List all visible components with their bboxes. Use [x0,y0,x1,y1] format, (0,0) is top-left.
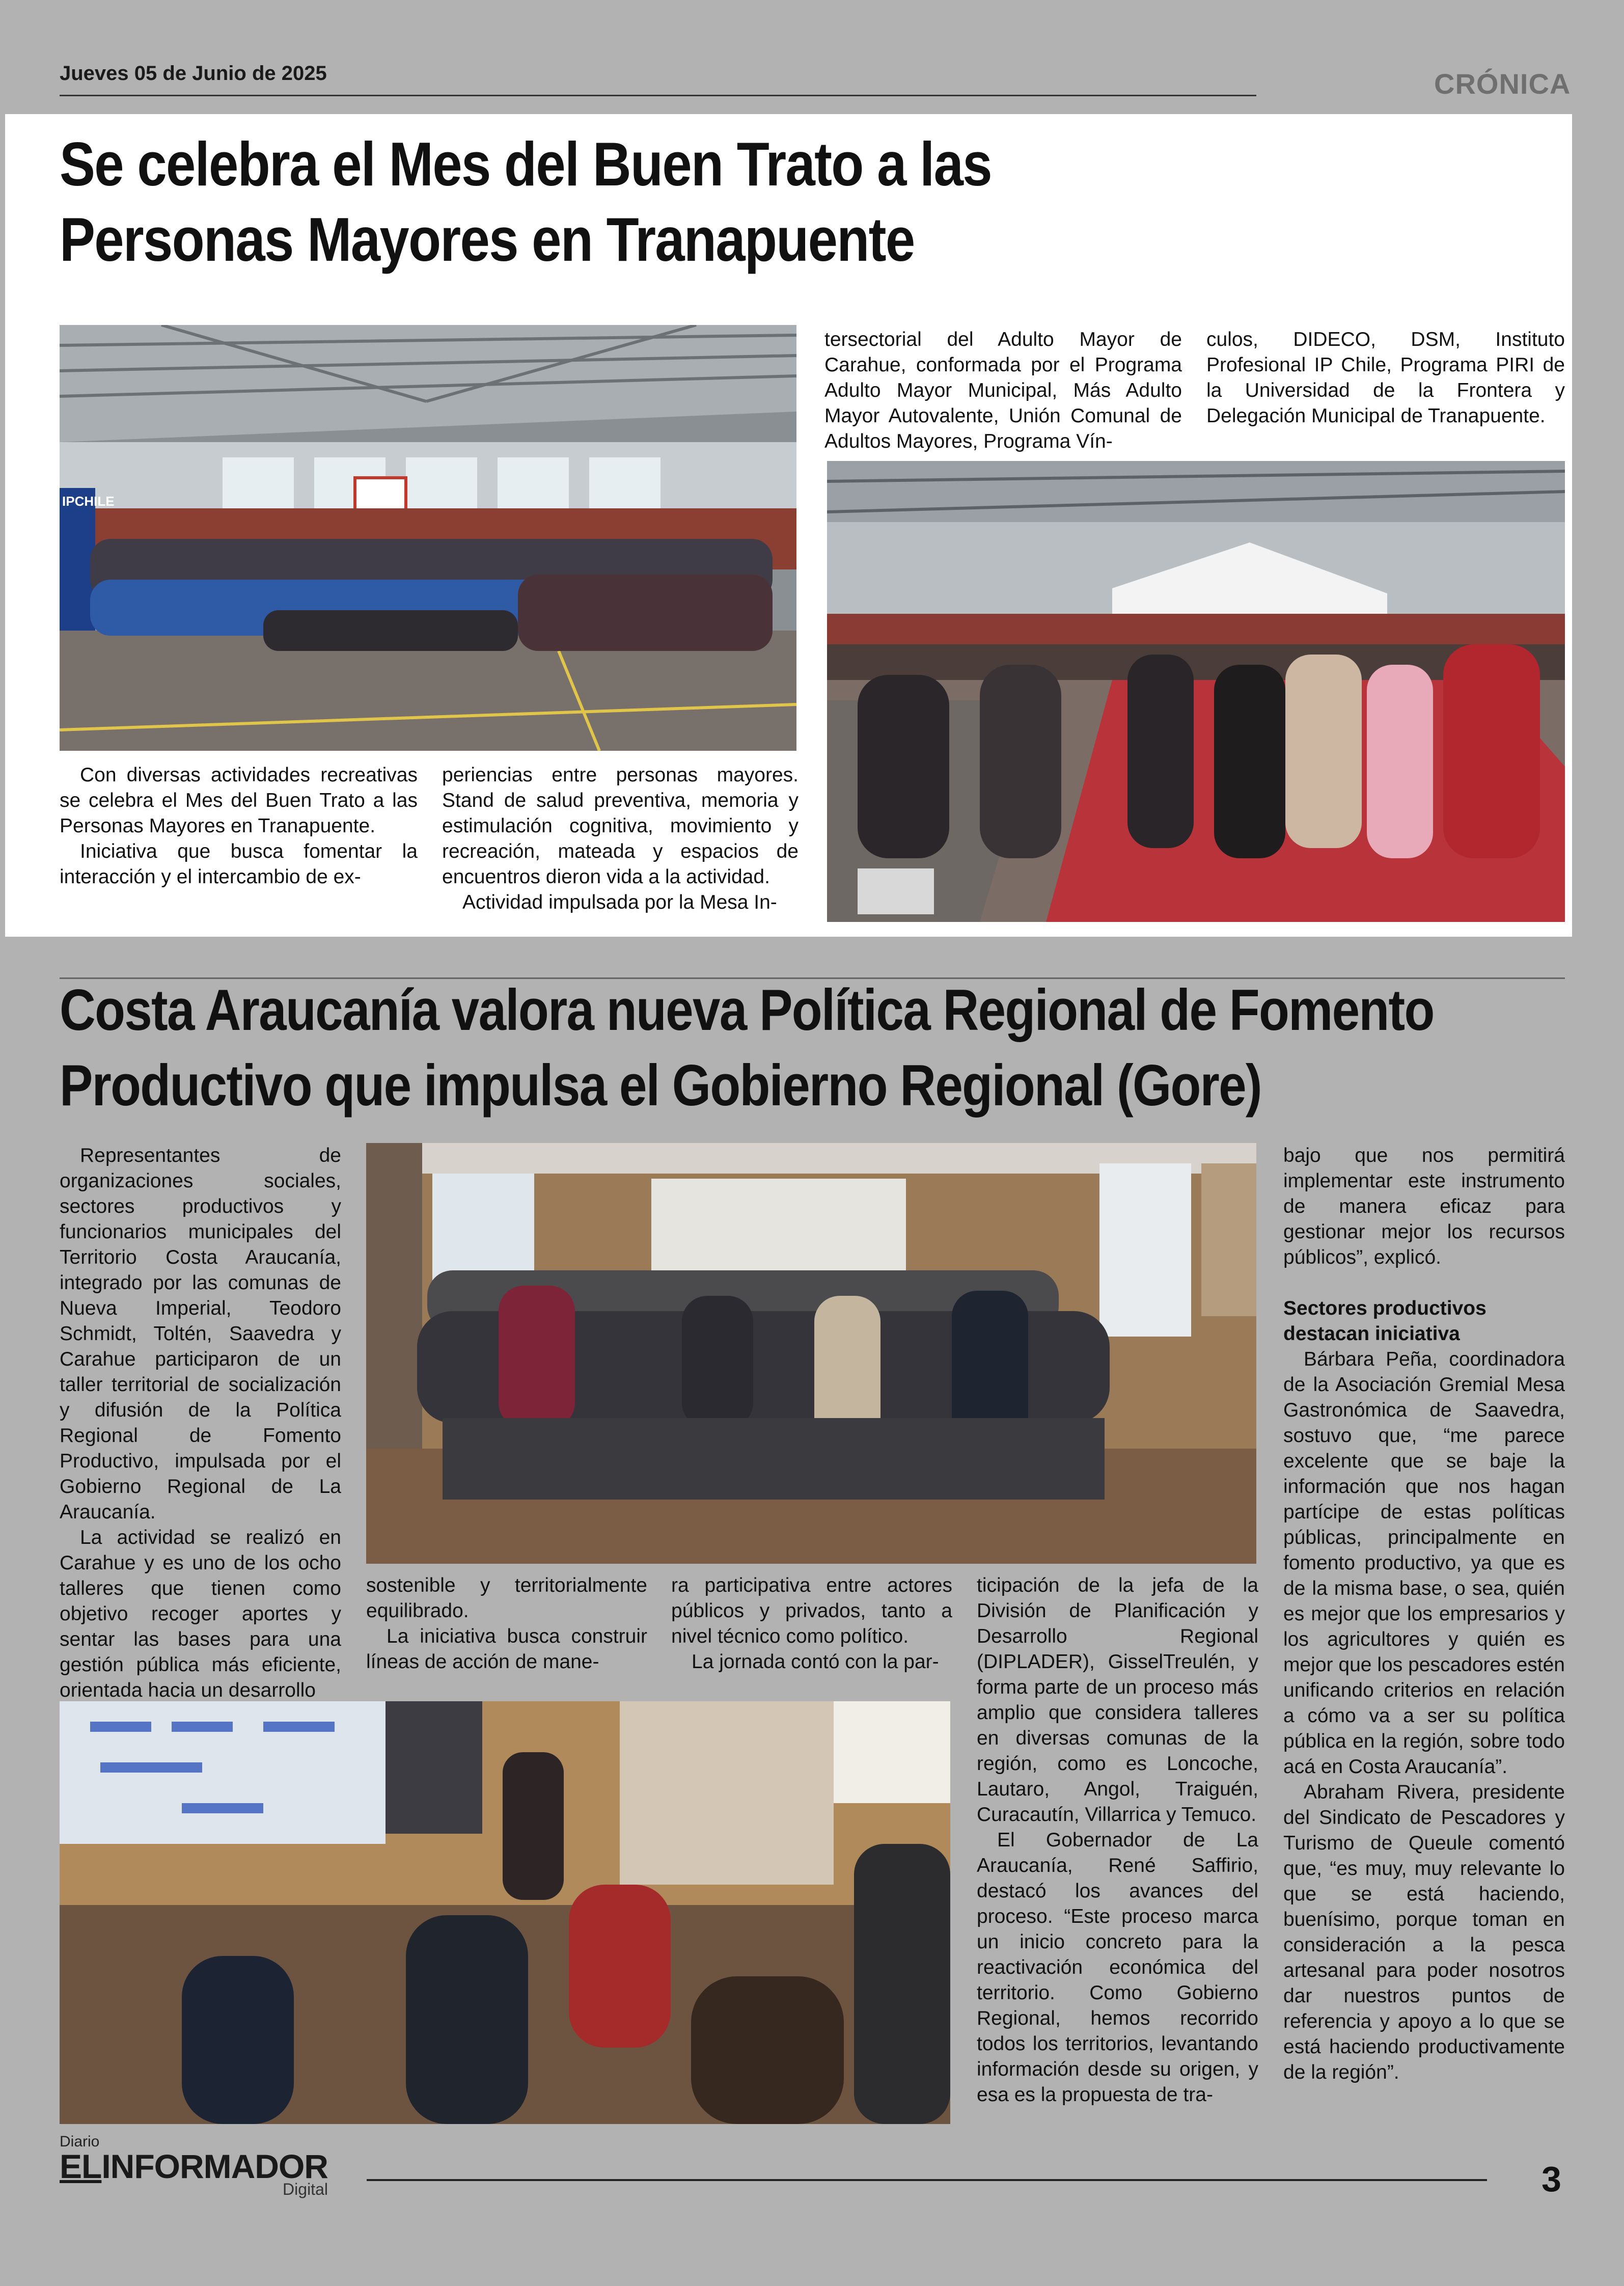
ipchile-banner: IPCHILE [62,494,115,509]
article2-photo-presentation [60,1701,950,2124]
article2-column-3: ra participativa entre actores públicos y privados, tanto a nivel técnico como político. La jornada contó con la par- [671,1574,952,1673]
article1-headline: Se celebra el Mes del Buen Trato a las Personas Mayores en Tranapuente [60,129,992,274]
header-rule [60,95,1256,96]
article2-column-4: ticipación de la jefa de la División de Planificación y Desarrollo Regional (DIPLADER), GisselTreulén, y forma parte de un proceso más amplio que considera talleres en diversas comunas de la región, como es Loncoche, Lautaro, Angol, Traiguén, Curacautín, Villarrica y Temuco. El Gobernador de La Araucanía, René Saffirio, destacó los avances del proceso. “Este proceso marca un inicio concreto para la reactivación económica del territorio. Como Gobierno Regional, hemos recorrido todos los territorios, levantando información desde su origen, y esa es la propuesta de tra- [977,1574,1258,2106]
article1-column-3: tersectorial del Adulto Mayor de Carahue, conformada por el Programa Adulto Mayor Municipal, Más Adulto Mayor Autovalente, Unión Comunal de Adultos Mayores, Programa Vín- [824,329,1182,452]
article2-photo-group [366,1143,1256,1564]
newspaper-logo: Diario ELINFORMADOR Digital [60,2133,328,2198]
page-number: 3 [1542,2159,1561,2199]
article2-column-5: bajo que nos permitirá implementar este instrumento de manera eficaz para gestionar mejor los recursos públicos”, explicó. Sectores productivos destacan iniciativa Bárbara Peña, coordinadora de la Asociación Gremial Mesa Gastronómica de Saavedra, sostuvo que, “me parece excelente que se baje la información que nos hagan partícipe de estas políticas públicas, principalmente en fomento productivo, ya que es de la misma base, o sea, quién es mejor que los empresarios y los agricultores y quién es mejor que los pescadores estén unificando criterios en relación a cómo va a ser su política pública en la región, sobre todo acá en Costa Araucanía”. Abraham Rivera, presidente del Sindicato de Pescadores y Turismo de Queule comentó que, “es muy, muy relevante lo que se está haciendo, buenísimo, porque toman en consideración a la pesca artesanal para poder nosotros dar nuestros puntos de referencia y apoyo a lo que se está haciendo productivamente de la región”. [1283,1145,1565,2083]
article1-column-1: Con diversas actividades recreativas se celebra el Mes del Buen Trato a las Personas Mayores en Tranapuente. Iniciativa que busca fomentar la interacción y el intercambio de ex- [60,764,418,888]
article2-column-1: Representantes de organizaciones sociales, sectores productivos y funcionarios municipales del Territorio Costa Araucanía, integrado por las comunas de Nueva Imperial, Teodoro Schmidt, Toltén, Saavedra y Carahue participaron de un taller territorial de socialización y difusión de la Política Regional de Fomento Productivo, impulsada por el Gobierno Regional de La Araucanía. La actividad se realizó en Carahue y es uno de los ocho talleres que tienen como objetivo recoger aportes y sentar las bases para una gestión pública más eficiente, orientada hacia un desarrollo [60,1145,341,1701]
article1-photo-dance [827,461,1565,922]
article2-headline: Costa Araucanía valora nueva Política Regional de Fomento Productivo que impulsa el Gobierno Regional (Gore) [60,978,1434,1118]
article2-column-2: sostenible y territorialmente equilibrado. La iniciativa busca construir líneas de acción de mane- [366,1574,647,1673]
article1-column-2: periencias entre personas mayores. Stand de salud preventiva, memoria y estimulación cognitiva, movimiento y recreación, mateada y espacios de encuentros dieron vida a la actividad. Actividad impulsada por la Mesa In- [442,764,799,913]
article1-column-4: culos, DIDECO, DSM, Instituto Profesional IP Chile, Programa PIRI de la Universidad de la Frontera y Delegación Municipal de Tranapuente. [1206,329,1565,427]
article2-subheading: Sectores productivos destacan iniciativa [1283,1297,1487,1345]
article1-photo-group [60,325,796,751]
section-label: CRÓNICA [1434,68,1571,100]
footer-rule [367,2179,1487,2181]
issue-date: Jueves 05 de Junio de 2025 [60,62,327,85]
